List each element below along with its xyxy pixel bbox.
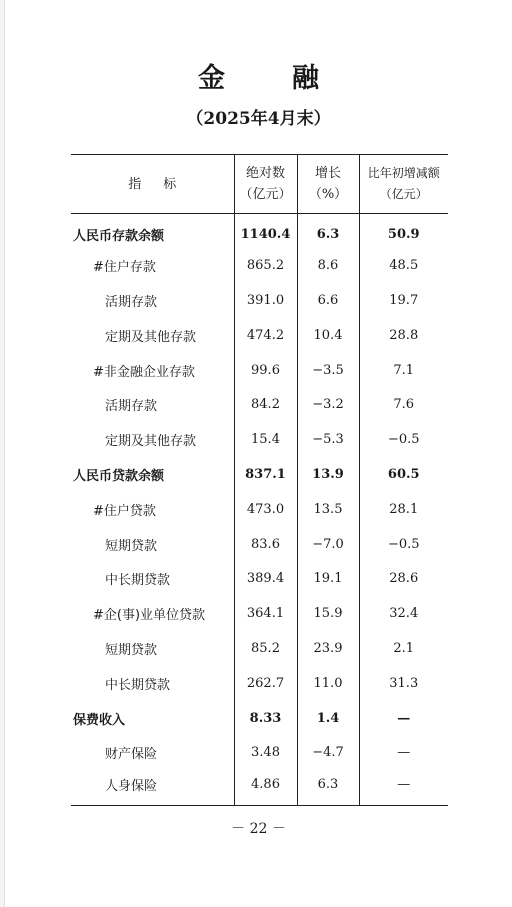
row-label: 中长期贷款 [105,573,171,589]
table-row [71,631,448,666]
table-row [71,527,448,562]
row-label: 定期及其他存款 [105,434,197,450]
row-absolute: 262.7 [234,666,297,701]
document-page [4,0,512,907]
row-label: 财产保险 [105,747,158,763]
row-label: #企(事)业单位贷款 [93,608,206,624]
row-label: 人民币贷款余额 [73,468,165,484]
row-change: 31.3 [359,666,448,701]
row-growth: 6.6 [297,283,359,318]
row-growth: 23.9 [297,631,359,666]
row-change: — [359,770,448,805]
row-absolute: 8.33 [234,701,297,736]
table-row [71,422,448,457]
header-change [359,155,448,214]
row-label: #非金融企业存款 [93,364,195,380]
row-label: 保费收入 [73,712,126,728]
header-absolute-unit: （亿元） [239,187,292,202]
row-growth: 6.3 [297,770,359,805]
row-label: 短期贷款 [105,538,158,554]
row-change: −0.5 [359,527,448,562]
table-row [71,492,448,527]
row-growth: 10.4 [297,318,359,353]
header-indicator: 指标 [71,155,234,214]
row-absolute: 837.1 [234,457,297,492]
row-change: — [359,735,448,770]
row-absolute: 364.1 [234,596,297,631]
row-growth: −3.5 [297,353,359,388]
table-row [71,283,448,318]
row-absolute: 99.6 [234,353,297,388]
row-growth: 1.4 [297,701,359,736]
table-row [71,735,448,770]
table-row [71,248,448,283]
finance-table [71,154,448,806]
row-growth: 13.5 [297,492,359,527]
page-subtitle: （2025年4月末） [186,109,331,129]
row-label: 定期及其他存款 [105,329,197,345]
table-header-row [71,155,448,214]
header-growth-unit: （%） [308,187,348,202]
row-absolute: 3.48 [234,735,297,770]
row-change: 50.9 [359,214,448,249]
row-absolute: 474.2 [234,318,297,353]
row-change: 28.6 [359,561,448,596]
header-absolute-label: 绝对数 [245,166,285,181]
table-row [71,666,448,701]
row-growth: 19.1 [297,561,359,596]
row-change: — [359,701,448,736]
header-change-label: 比年初增减额 [367,166,440,180]
row-label: #住户存款 [93,260,156,276]
row-absolute: 865.2 [234,248,297,283]
row-change: 7.1 [359,353,448,388]
row-absolute: 15.4 [234,422,297,457]
row-absolute: 473.0 [234,492,297,527]
row-label: 活期存款 [105,399,158,415]
table-row [71,457,448,492]
table-row [71,214,448,249]
row-growth: 15.9 [297,596,359,631]
row-growth: 13.9 [297,457,359,492]
row-change: 7.6 [359,387,448,422]
row-label: 中长期贷款 [105,677,171,693]
row-label: 短期贷款 [105,642,158,658]
table-row [71,387,448,422]
row-change: 60.5 [359,457,448,492]
page-number: － 22 － [231,821,286,837]
row-growth: −5.3 [297,422,359,457]
row-label: 人民币存款余额 [73,228,165,244]
table-row [71,596,448,631]
row-change: −0.5 [359,422,448,457]
table-row [71,561,448,596]
row-absolute: 391.0 [234,283,297,318]
row-absolute: 389.4 [234,561,297,596]
row-change: 19.7 [359,283,448,318]
header-growth-label: 增长 [314,166,341,181]
header-absolute [234,155,297,214]
row-label: 人身保险 [71,770,234,805]
row-change: 48.5 [359,248,448,283]
row-growth: 8.6 [297,248,359,283]
row-label: 活期存款 [105,294,158,310]
row-growth: 11.0 [297,666,359,701]
table-row [71,318,448,353]
header-growth [297,155,359,214]
row-absolute: 4.86 [234,770,297,805]
row-growth: −3.2 [297,387,359,422]
row-change: 28.1 [359,492,448,527]
row-absolute: 84.2 [234,387,297,422]
row-label: #住户贷款 [93,503,156,519]
page-title: 金 融 [198,63,339,94]
row-change: 28.8 [359,318,448,353]
row-growth: 6.3 [297,214,359,249]
row-absolute: 83.6 [234,527,297,562]
row-change: 2.1 [359,631,448,666]
header-change-unit: （亿元） [379,187,428,201]
table-row [71,701,448,736]
row-absolute: 85.2 [234,631,297,666]
row-growth: −4.7 [297,735,359,770]
table-row [71,770,448,805]
row-change: 32.4 [359,596,448,631]
table-row [71,353,448,388]
row-absolute: 1140.4 [234,214,297,249]
row-growth: −7.0 [297,527,359,562]
